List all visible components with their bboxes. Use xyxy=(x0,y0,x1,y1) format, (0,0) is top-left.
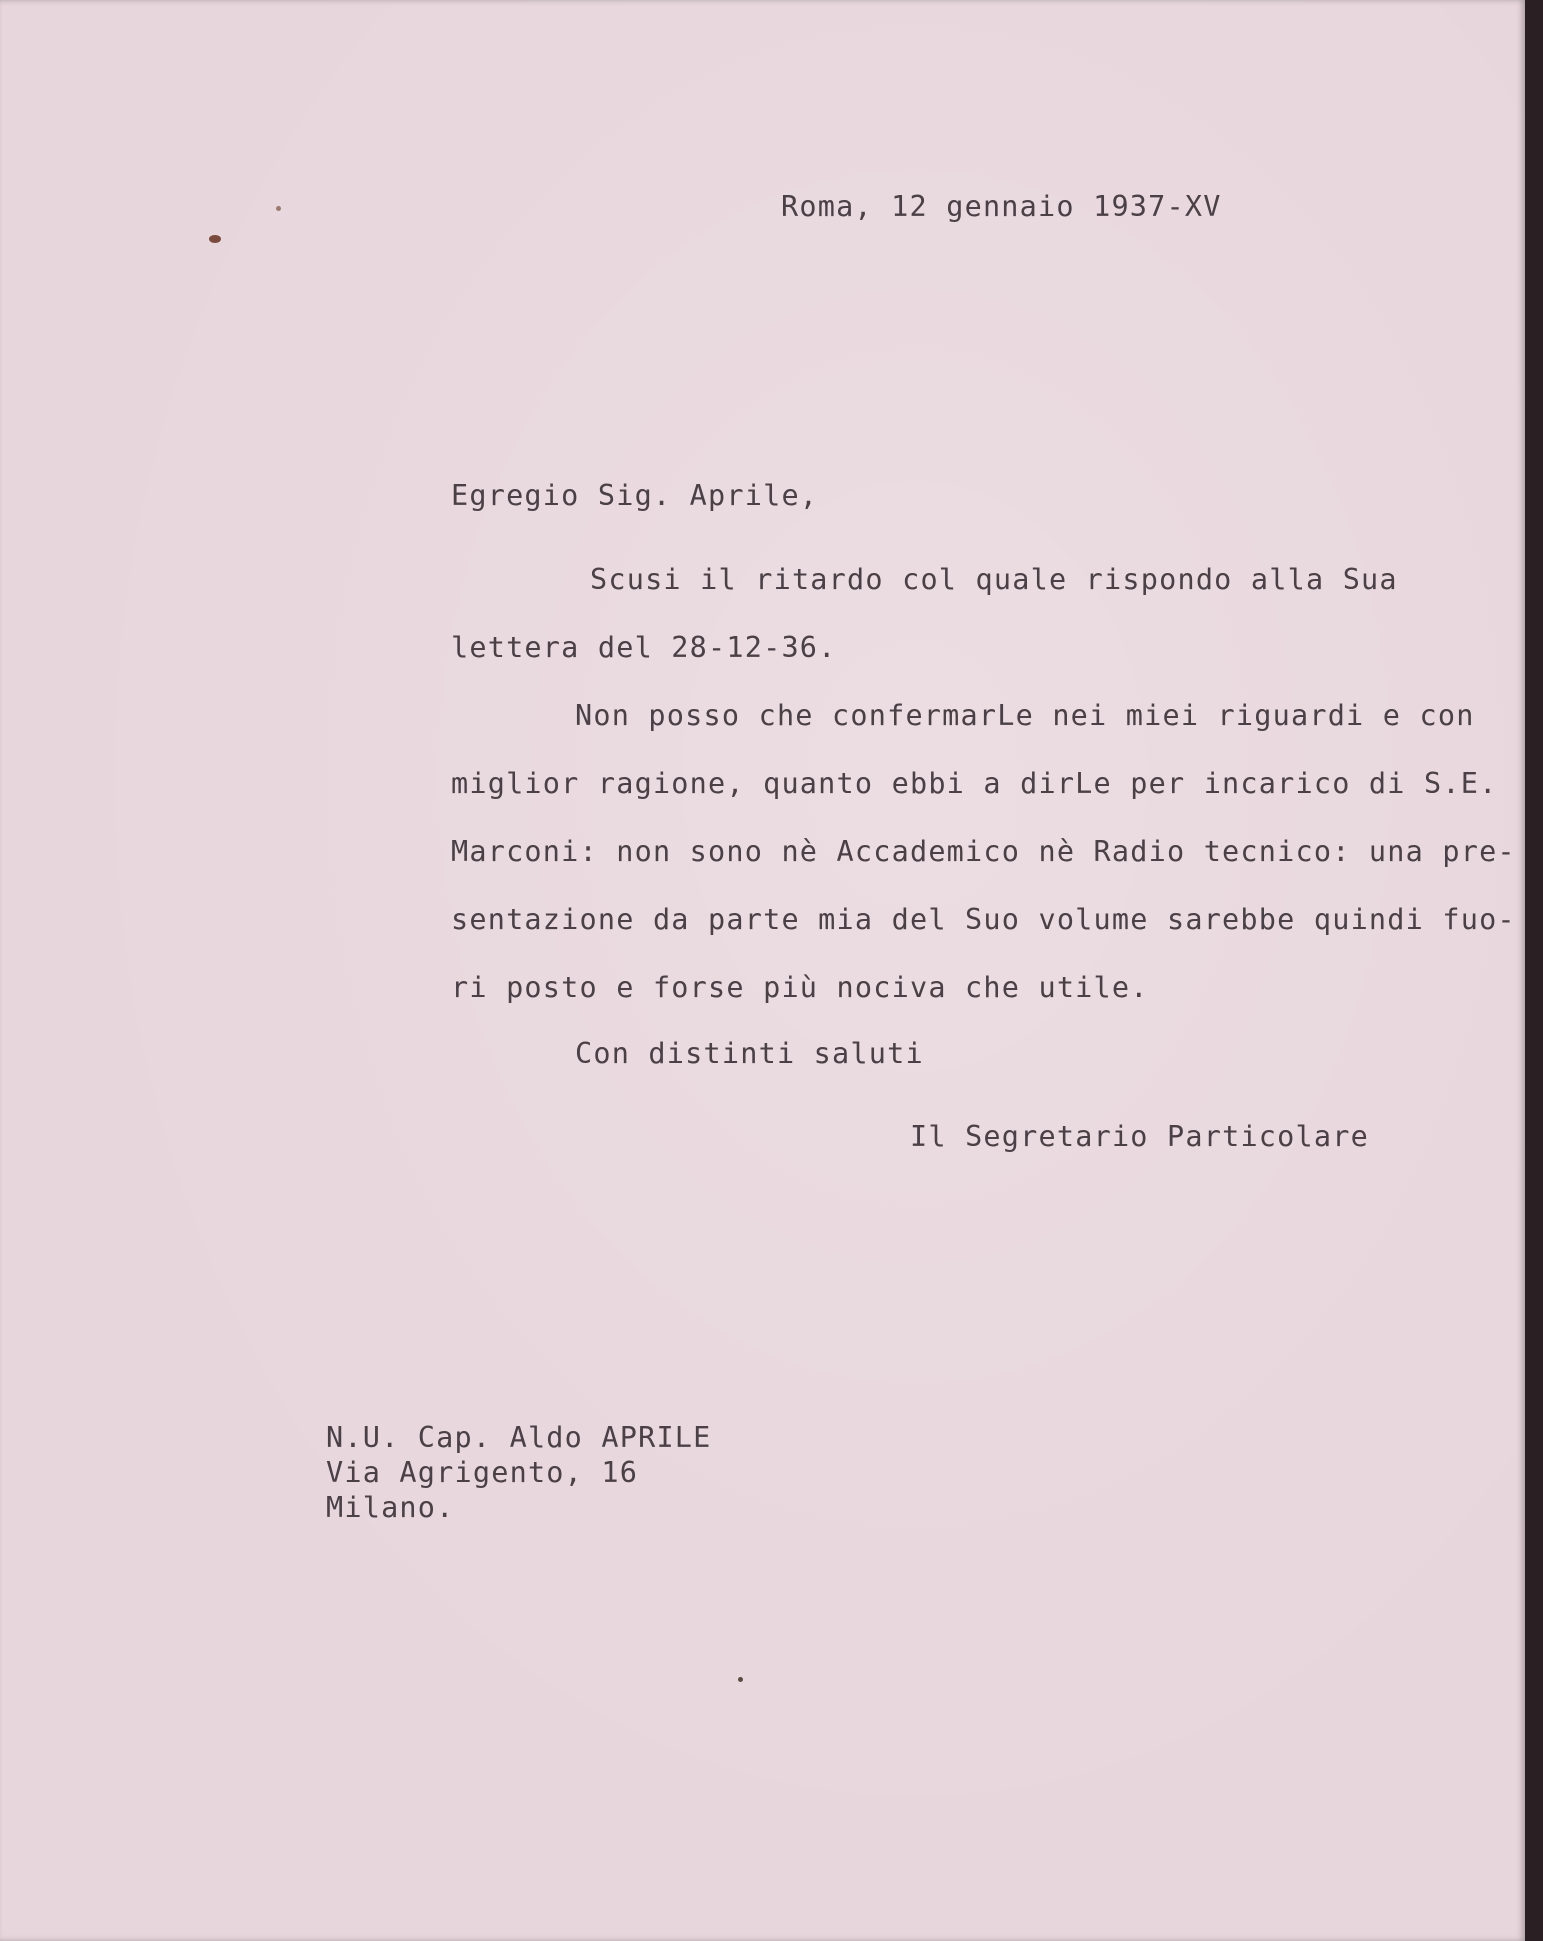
body-line: Marconi: non sono nè Accademico nè Radio tecnico: una pre- xyxy=(451,835,1516,868)
letter-closing: Con distinti saluti xyxy=(575,1037,924,1070)
address-line: Via Agrigento, 16 xyxy=(326,1456,639,1489)
body-line: lettera del 28-12-36. xyxy=(451,631,837,664)
body-line: miglior ragione, quanto ebbi a dirLe per incarico di S.E. xyxy=(451,767,1498,800)
body-line: Non posso che confermarLe nei miei riguardi e con xyxy=(575,699,1475,732)
body-line: sentazione da parte mia del Suo volume sarebbe quindi fuo- xyxy=(451,903,1516,936)
body-line: Scusi il ritardo col quale rispondo alla Sua xyxy=(590,563,1398,596)
letter-date: Roma, 12 gennaio 1937-XV xyxy=(781,190,1222,223)
address-line: N.U. Cap. Aldo APRILE xyxy=(326,1421,712,1454)
letter-salutation: Egregio Sig. Aprile, xyxy=(451,479,819,512)
body-line: ri posto e forse più nociva che utile. xyxy=(451,971,1149,1004)
scan-border xyxy=(1525,0,1543,1941)
letter-signature: Il Segretario Particolare xyxy=(910,1120,1369,1153)
address-line: Milano. xyxy=(326,1491,455,1524)
ink-speck xyxy=(276,206,281,211)
ink-speck xyxy=(738,1677,743,1682)
ink-speck xyxy=(209,235,221,243)
